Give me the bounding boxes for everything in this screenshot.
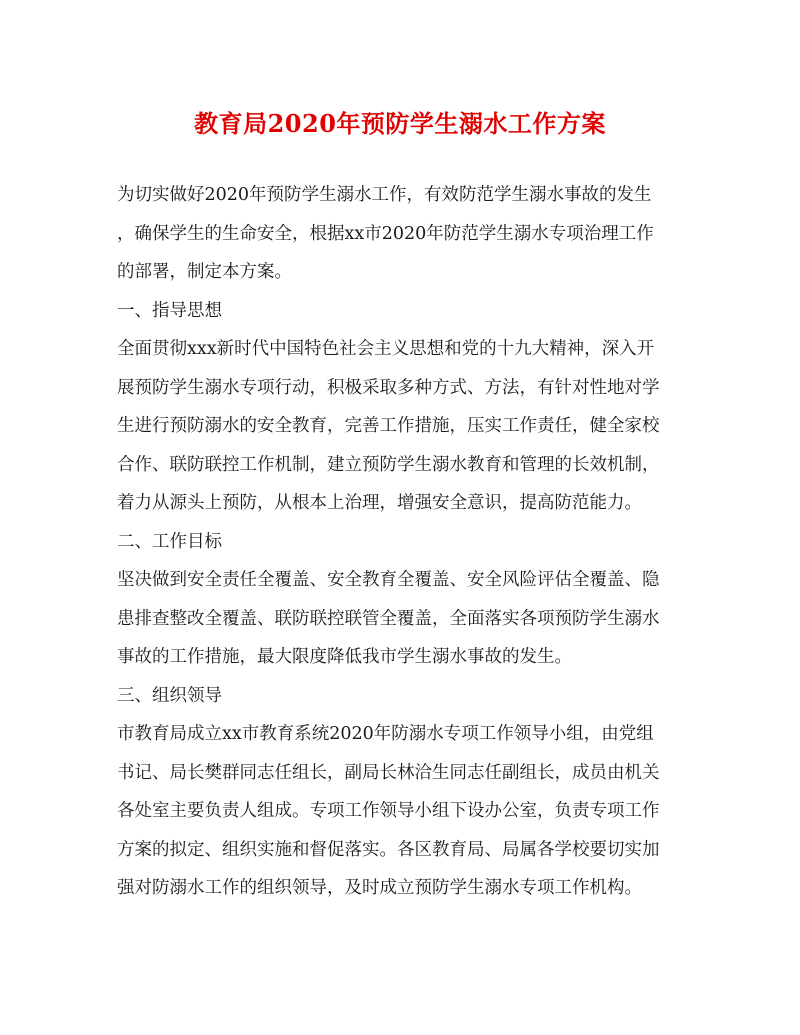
paragraph-line: 事故的工作措施，最大限度降低我市学生溺水事故的发生。 (117, 647, 572, 667)
paragraph-line: 展预防学生溺水专项行动，积极采取多种方式、方法，有针对性地对学 (117, 377, 660, 398)
paragraph-line: 坚决做到安全责任全覆盖、安全教育全覆盖、安全风险评估全覆盖、隐 (117, 570, 660, 590)
paragraph-line: 生进行预防溺水的安全教育，完善工作措施，压实工作责任，健全家校 (117, 416, 660, 436)
paragraph-line: 全面贯彻xxx新时代中国特色社会主义思想和党的十九大精神，深入开 (117, 339, 655, 359)
section-heading-work-goals: 二、工作目标 (117, 531, 222, 552)
paragraph-line: 为切实做好2020年预防学生溺水工作，有效防范学生溺水事故的发生 (117, 185, 652, 205)
paragraph-line: 各处室主要负责人组成。专项工作领导小组下设办公室，负责专项工作 (117, 801, 660, 821)
document-body (117, 176, 689, 908)
document-title: 教育局2020年预防学生溺水工作方案 (194, 109, 606, 138)
paragraph-line: ，确保学生的生命安全，根据xx市2020年防范学生溺水专项治理工作 (117, 223, 654, 244)
section-heading-guiding-thought: 一、指导思想 (117, 300, 222, 321)
paragraph-line: 书记、局长樊群同志任组长，副局长林洽生同志任副组长，成员由机关 (117, 762, 660, 783)
paragraph-line: 强对防溺水工作的组织领导，及时成立预防学生溺水专项工作机构。 (117, 878, 642, 898)
paragraph-line: 的部署，制定本方案。 (117, 262, 292, 282)
paragraph-line: 着力从源头上预防，从根本上治理，增强安全意识，提高防范能力。 (117, 493, 642, 513)
paragraph-line: 合作、联防联控工作机制，建立预防学生溺水教育和管理的长效机制， (117, 454, 660, 475)
paragraph-line: 患排查整改全覆盖、联防联控联管全覆盖，全面落实各项预防学生溺水 (117, 608, 660, 629)
section-heading-organization: 三、组织领导 (117, 685, 222, 706)
paragraph-line: 市教育局成立xx市教育系统2020年防溺水专项工作领导小组，由党组 (117, 724, 654, 744)
paragraph-line: 方案的拟定、组织实施和督促落实。各区教育局、局属各学校要切实加 (117, 839, 660, 860)
